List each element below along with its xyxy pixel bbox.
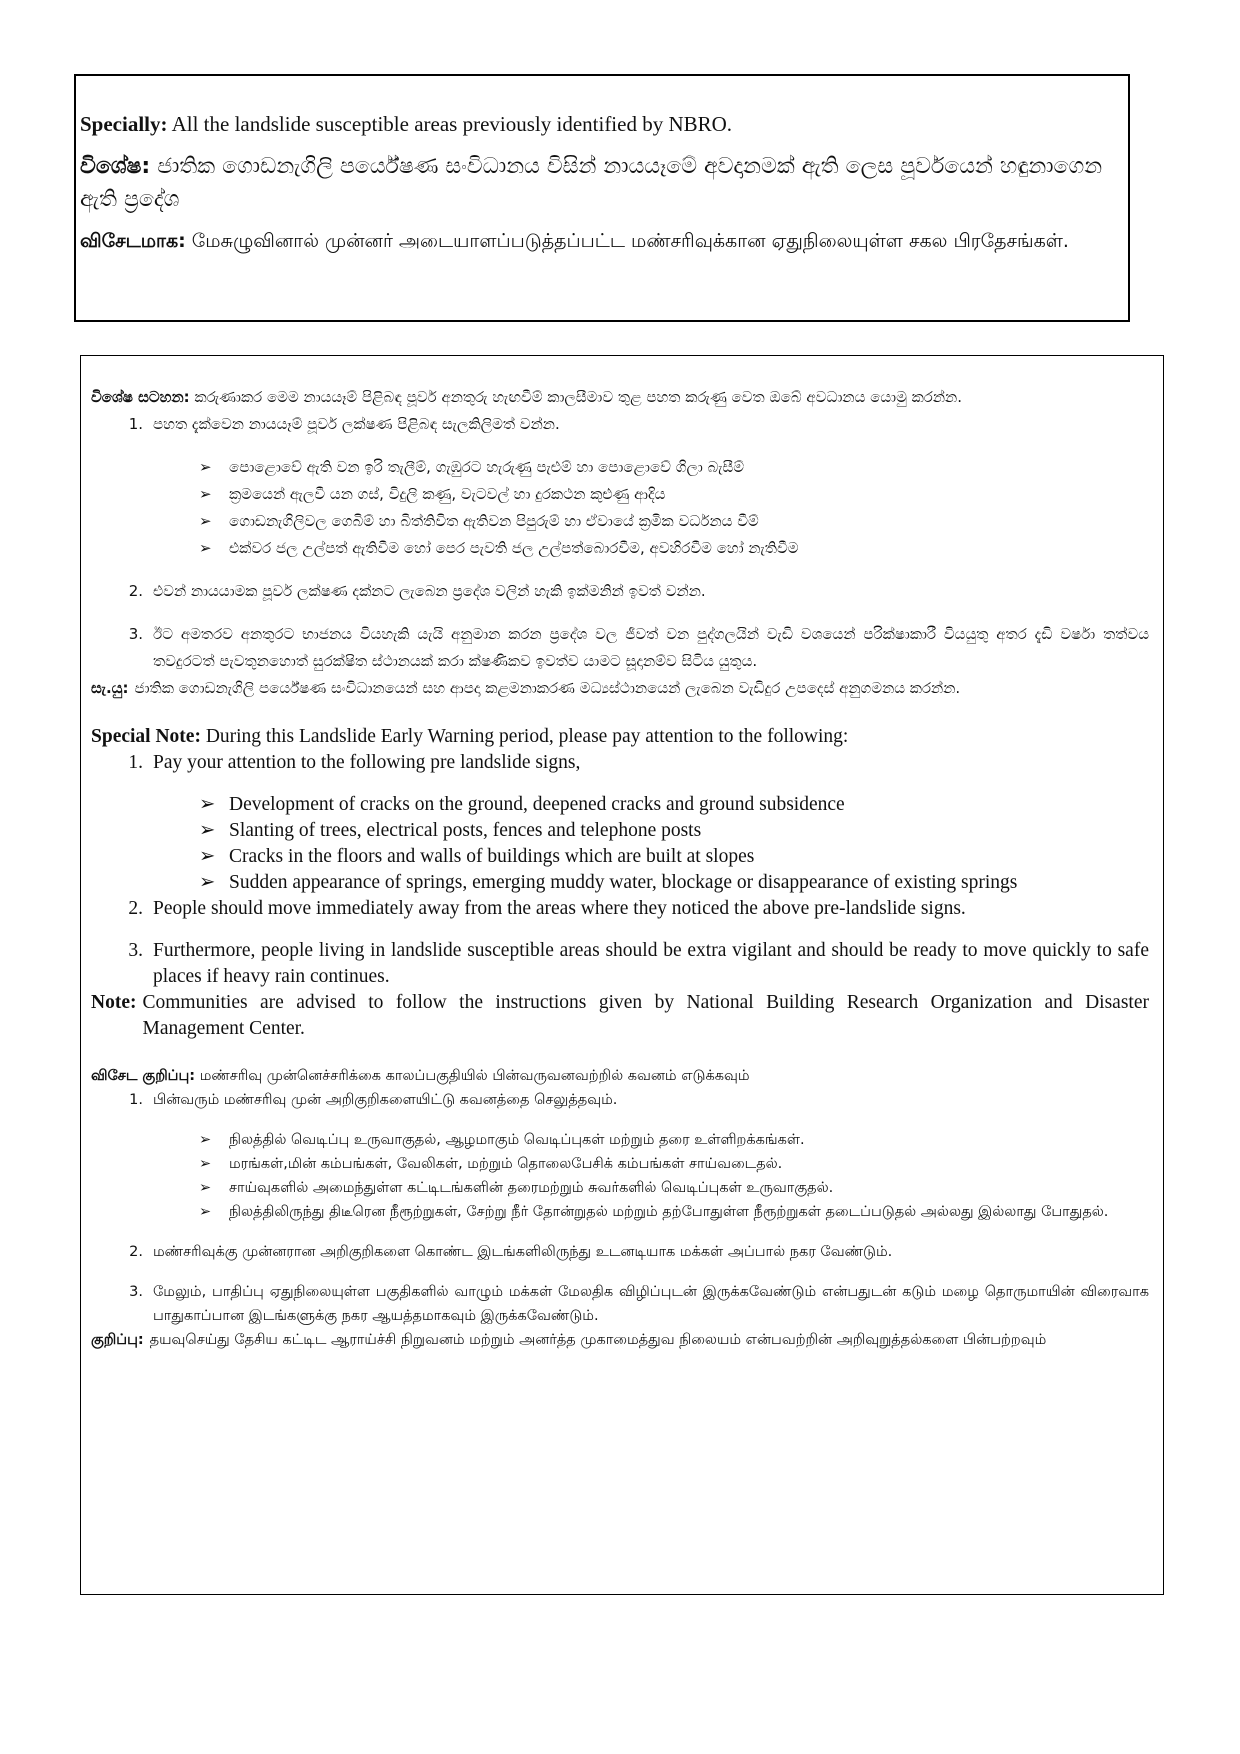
item-number: 2.	[128, 898, 143, 919]
item-text: Pay your attention to the following pre landslide signs,	[153, 752, 581, 773]
item-number: 1.	[128, 752, 143, 773]
sinhala-note	[91, 675, 1149, 702]
specially-text-ta: மேசுழுவினால் முன்னர் அடையாளப்படுத்தப்பட்ட மண்சரிவுக்கான ஏதுநிலையுள்ள சகல பிரதேசங்கள்.	[191, 230, 1069, 252]
item-text: ඊට අමතරව අනතුරට භාජනය වියහැකි යැයි අනුමාන කරන ප්‍රදේශ වල ජීවත් වන පුද්ගලයින් වැඩි වශයෙන් පරික්ෂාකාරී වියයුතු අතර දැඩි වර්ෂා තත්වය තවදුරටත් පැවතුනහොත් සුරක්ෂිත ස්ථානයක් කරා ක්ෂණිකව ඉවත්ව යාමට සූදානම්ව සිටිය යුතුය.	[153, 625, 1149, 670]
note-text: Communities are advised to follow the instructions given by National Building Research Organization and Disaster Management Center.	[142, 992, 1149, 1039]
bullet-text: ගොඩනැගිලිවල ගෙබිම් හා බිත්තිවිත ඇතිවන පිපුරුම් හා ඒවායේ ක්‍රමික වර්ධනය වීම්	[229, 512, 759, 530]
tamil-heading-text: மண்சரிவு முன்னெச்சரிக்கை காலப்பகுதியில் பின்வருவனவற்றில் கவனம் எடுக்கவும்	[199, 1068, 750, 1084]
sinhala-heading-label: විශේෂ සටහන:	[91, 388, 190, 406]
tamil-section	[91, 1064, 1149, 1352]
list-item	[199, 792, 1149, 818]
bullet-text: පොළොවේ ඇති වන ඉරි තැලීම්, ගැඹුරට හැරුණු පැළුම් හා පොළොවේ ගිලා බැසීම්	[229, 458, 745, 476]
item-number: 1.	[129, 1092, 143, 1108]
sinhala-item-2	[91, 578, 1149, 605]
list-item	[199, 1176, 1149, 1200]
tamil-item-1	[91, 1088, 1149, 1112]
list-item	[199, 454, 1149, 481]
tamil-bullet-list	[91, 1128, 1149, 1224]
bullet-text: மரங்கள்,மின் கம்பங்கள், வேலிகள், மற்றும் தொலைபேசிக் கம்பங்கள் சாய்வடைதல்.	[229, 1156, 783, 1172]
special-note-box	[80, 355, 1164, 1595]
bullet-text: එක්වර ජල උල්පත් ඇතිවීම හෝ පෙර පැවති ජල උල්පත්බොරවීම, අවහිරවීම හෝ නැතිවීම	[229, 539, 799, 557]
item-text: එවන් නායයාමක පූර්ව ලක්ෂණ දක්නට ලැබෙන ප්‍රදේශ වලින් හැකි ඉක්මනින් ඉවත් වන්න.	[153, 582, 706, 600]
item-number: 2.	[128, 582, 143, 600]
note-text: தயவுசெய்து தேசிய கட்டிட ஆராய்ச்சி நிறுவனம் மற்றும் அனர்த்த முகாமைத்துவ நிலையம் என்பவற்றின் அறிவுறுத்தல்களை பின்பற்றவும்	[149, 1332, 1047, 1348]
bullet-text: Development of cracks on the ground, deepened cracks and ground subsidence	[229, 794, 845, 815]
sinhala-intro	[91, 384, 1149, 411]
note-text: ජාතික ගොඩනැගිලි පර්යේෂණ සංවිධානයෙන් සහ ආපදා කළමනාකරණ මධ්‍යස්ථානයෙන් ලැබෙන වැඩිදුර උපදෙස් අනුගමනය කරන්න.	[134, 679, 961, 697]
bullet-text: நிலத்தில் வெடிப்பு உருவாகுதல், ஆழமாகும் வெடிப்புகள் மற்றும் தரை உள்ளிறக்கங்கள்.	[229, 1132, 805, 1148]
english-item-2	[91, 896, 1149, 922]
tamil-heading-label: விசேட குறிப்பு:	[91, 1068, 196, 1084]
sinhala-item-3	[91, 621, 1149, 675]
specially-sinhala	[80, 150, 1124, 216]
arrow-bullet-icon: ➢	[199, 485, 212, 503]
item-number: 1.	[128, 415, 143, 433]
english-note	[91, 990, 1149, 1042]
note-label: Note:	[91, 992, 137, 1013]
english-heading-label: Special Note:	[91, 726, 201, 747]
item-text: Furthermore, people living in landslide susceptible areas should be extra vigilant and should be ready to move quickly to safe places if heavy rain continues.	[153, 940, 1149, 987]
arrow-bullet-icon: ➢	[199, 1156, 212, 1172]
arrow-bullet-icon: ➢	[199, 820, 216, 841]
sinhala-section	[91, 384, 1149, 702]
list-item	[199, 508, 1149, 535]
item-text: பின்வரும் மண்சரிவு முன் அறிகுறிகளையிட்டு கவனத்தை செலுத்தவும்.	[153, 1092, 618, 1108]
specially-tamil	[80, 228, 1124, 255]
tamil-item-2	[91, 1240, 1149, 1264]
list-item	[199, 535, 1149, 562]
arrow-bullet-icon: ➢	[199, 539, 212, 557]
arrow-bullet-icon: ➢	[199, 512, 212, 530]
english-intro	[91, 724, 1149, 750]
arrow-bullet-icon: ➢	[199, 1204, 212, 1220]
specially-text-en: All the landslide susceptible areas previously identified by NBRO.	[171, 112, 733, 136]
sinhala-item-1	[91, 411, 1149, 438]
note-label: සැ.යු:	[91, 679, 129, 697]
specially-box	[74, 74, 1130, 322]
sinhala-bullet-list	[91, 454, 1149, 562]
note-label: குறிப்பு:	[91, 1332, 144, 1348]
english-bullet-list	[91, 792, 1149, 896]
specially-label-ta: விசேடமாக:	[80, 230, 186, 252]
english-item-1	[91, 750, 1149, 776]
item-number: 2.	[129, 1244, 143, 1260]
arrow-bullet-icon: ➢	[199, 458, 212, 476]
tamil-intro	[91, 1064, 1149, 1088]
specially-label-en: Specially:	[80, 112, 168, 136]
sinhala-heading-text: කරුණාකර මෙම නායයෑම් පිළිබඳ පූර්ව අනතුරු හැඟවීම් කාලසීමාව තුළ පහත කරුණු වෙත ඔබේ අවධානය යොමු කරන්න.	[194, 388, 962, 406]
bullet-text: நிலத்திலிருந்து திடீரென நீரூற்றுகள், சேற்று நீர் தோன்றுதல் மற்றும் தற்போதுள்ள நீரூற்றுகள் தடைப்படுதல் அல்லது இல்லாது போதுதல்.	[229, 1204, 1109, 1220]
english-item-3	[91, 938, 1149, 990]
bullet-text: Slanting of trees, electrical posts, fences and telephone posts	[229, 820, 702, 841]
bullet-text: Cracks in the floors and walls of buildings which are built at slopes	[229, 846, 755, 867]
specially-english	[80, 110, 1124, 138]
arrow-bullet-icon: ➢	[199, 1132, 212, 1148]
bullet-text: Sudden appearance of springs, emerging muddy water, blockage or disappearance of existing springs	[229, 872, 1018, 893]
item-number: 3.	[129, 1284, 143, 1300]
english-heading-text: During this Landslide Early Warning period, please pay attention to the following:	[205, 726, 849, 747]
arrow-bullet-icon: ➢	[199, 872, 216, 893]
list-item	[199, 1152, 1149, 1176]
tamil-item-3	[91, 1280, 1149, 1328]
list-item	[199, 870, 1149, 896]
arrow-bullet-icon: ➢	[199, 846, 216, 867]
list-item	[199, 1128, 1149, 1152]
arrow-bullet-icon: ➢	[199, 1180, 212, 1196]
list-item	[199, 1200, 1149, 1224]
item-number: 3.	[128, 940, 143, 961]
list-item	[199, 818, 1149, 844]
bullet-text: ක්‍රමයෙන් ඇලවී යන ගස්, විදුලි කණු, වැටවල් හා දුරකථන කුළුණු ආදිය	[229, 485, 666, 503]
english-section	[91, 724, 1149, 1042]
specially-text-si: ජාතික ගොඩනැගිලි පර්යේෂණ සංවිධානය විසින් නායයෑමේ අවදානමක් ඇති ලෙස පූර්වයෙන් හඳුනාගෙන ඇති ප්‍රදේශ	[80, 154, 1103, 212]
list-item	[199, 481, 1149, 508]
item-text: மேலும், பாதிப்பு ஏதுநிலையுள்ள பகுதிகளில் வாழும் மக்கள் மேலதிக விழிப்புடன் இருக்கவேண்டும் என்பதுடன் கடும் மழை தொருமாயின் விரைவாக பாதுகாப்பான இடங்களுக்கு நகர ஆயத்தமாகவும் இருக்கவேண்டும்.	[153, 1284, 1149, 1324]
bullet-text: சாய்வுகளில் அமைந்துள்ள கட்டிடங்களின் தரைமற்றும் சுவர்களில் வெடிப்புகள் உருவாகுதல்.	[229, 1180, 834, 1196]
specially-label-si: විශේෂ:	[80, 154, 151, 179]
item-text: People should move immediately away from the areas where they noticed the above pre-landslide signs.	[153, 898, 966, 919]
item-text: පහත දැක්වෙන නායයෑම් පූර්ව ලක්ෂණ පිළිබඳ සැලකිලිමත් වන්න.	[153, 415, 560, 433]
arrow-bullet-icon: ➢	[199, 794, 216, 815]
item-text: மண்சரிவுக்கு முன்னரான அறிகுறிகளை கொண்ட இடங்களிலிருந்து உடனடியாக மக்கள் அப்பால் நகர வேண்டும்.	[153, 1244, 893, 1260]
list-item	[199, 844, 1149, 870]
tamil-note	[91, 1328, 1149, 1352]
item-number: 3.	[128, 625, 143, 643]
